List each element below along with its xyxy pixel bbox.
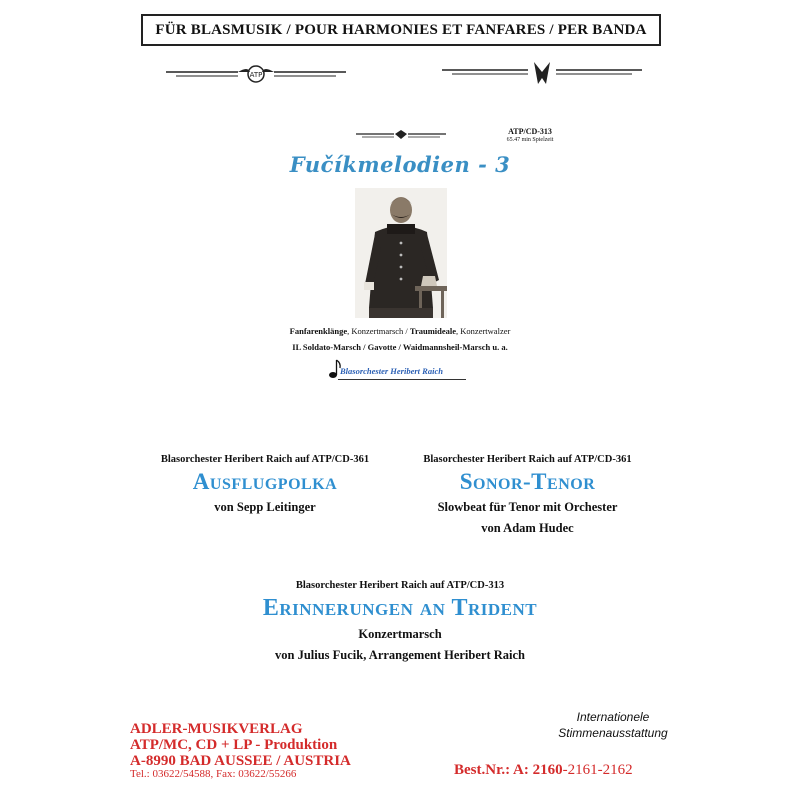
album-title: Fučíkmelodien - 3 (289, 152, 511, 177)
composer-portrait (355, 188, 447, 318)
publisher-name: ADLER-MUSIKVERLAG (130, 721, 303, 737)
order-rest: -2161-2162 (562, 762, 633, 778)
track-fanfarenklaenge: Fanfarenklänge (289, 326, 348, 336)
track-separator-2: , Konzertwalzer (456, 326, 511, 336)
catalog-playtime: 65.47 min Spielzeit (506, 136, 554, 143)
item-cd-line: Blasorchester Heribert Raich auf ATP/CD-361 (423, 454, 632, 465)
item-title: Sonor-Tenor (459, 469, 596, 494)
svg-text:ATP: ATP (249, 71, 263, 79)
catalog-number: ATP/CD-313 (508, 127, 552, 136)
parts-note-line-1: Internationele (576, 710, 650, 724)
orchestra-credit-text: Blasorchester Heribert Raich (340, 366, 443, 376)
publisher-production: ATP/MC, CD + LP - Produktion (130, 736, 338, 753)
catalog-block (470, 128, 590, 143)
small-ornament-center (356, 128, 446, 142)
track-traumideale: Traumideale (409, 326, 457, 336)
publisher-address: A-8990 BAD AUSSEE / AUSTRIA (130, 752, 351, 769)
header-banner: FÜR BLASMUSIK / POUR HARMONIES ET FANFARES / PER BANDA (141, 14, 661, 46)
item-composer: von Adam Hudec (481, 521, 574, 536)
publisher-block (130, 722, 390, 781)
item-cd-line: Blasorchester Heribert Raich auf ATP/CD-313 (295, 580, 505, 591)
order-primary: 2160 (532, 762, 563, 778)
track-list-line-2: IL Soldato-Marsch / Gavotte / Waidmannsheil-Marsch u. a. (292, 342, 508, 352)
parts-note (548, 710, 678, 741)
item-genre: Konzertmarsch (358, 627, 442, 642)
item-erinnerungen-an-trident (170, 580, 630, 663)
track-separator-1: , Konzertmarsch / (347, 326, 410, 336)
orchestra-credit (328, 358, 478, 380)
item-title: Ausflugpolka (192, 469, 338, 494)
publisher-contact: Tel.: 03622/54588, Fax: 03622/55266 (130, 768, 297, 781)
item-composer: von Julius Fucik, Arrangement Heribert Raich (275, 648, 525, 663)
order-label: Best.Nr.: A: (454, 762, 533, 778)
order-number (454, 762, 633, 779)
orchestra-credit-underline (338, 379, 466, 380)
item-ausflugpolka (130, 454, 400, 515)
eagle-ornament-right (442, 58, 642, 88)
item-sonor-tenor (395, 454, 660, 536)
item-composer: von Sepp Leitinger (214, 500, 316, 515)
item-genre: Slowbeat für Tenor mit Orchester (437, 500, 618, 515)
item-cd-line: Blasorchester Heribert Raich auf ATP/CD-361 (160, 454, 370, 465)
item-title: Erinnerungen an Trident (262, 595, 538, 621)
parts-note-line-2: Stimmenausstattung (558, 725, 668, 740)
winged-logo-ornament-left (166, 62, 346, 86)
track-list-line-1 (200, 326, 600, 336)
